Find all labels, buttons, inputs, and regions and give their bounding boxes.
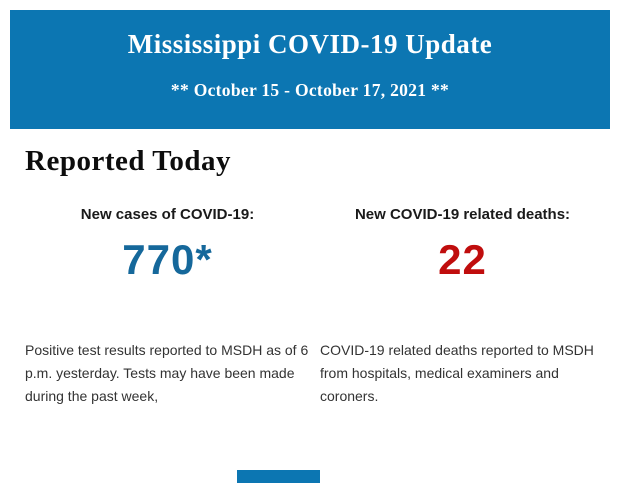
new-deaths-label: New COVID-19 related deaths:	[354, 206, 571, 223]
new-cases-label: New cases of COVID-19:	[80, 206, 255, 223]
stats-row	[25, 206, 605, 408]
date-range: ** October 15 - October 17, 2021 **	[170, 80, 450, 100]
stat-new-cases	[25, 206, 310, 408]
stat-new-deaths	[320, 206, 605, 408]
main-content	[25, 129, 605, 408]
header-banner	[10, 10, 610, 129]
new-cases-description: Positive test results reported to MSDH as of 6 p.m. yesterday. Tests may have been made during the past week,	[25, 342, 309, 404]
page-title: Mississippi COVID-19 Update	[127, 29, 493, 59]
section-heading: Reported Today	[25, 145, 232, 177]
new-deaths-description: COVID-19 related deaths reported to MSDH from hospitals, medical examiners and coroners.	[320, 342, 594, 404]
new-cases-value: 770*	[122, 236, 213, 283]
next-section-banner-partial	[237, 470, 320, 483]
new-deaths-value: 22	[438, 236, 487, 283]
